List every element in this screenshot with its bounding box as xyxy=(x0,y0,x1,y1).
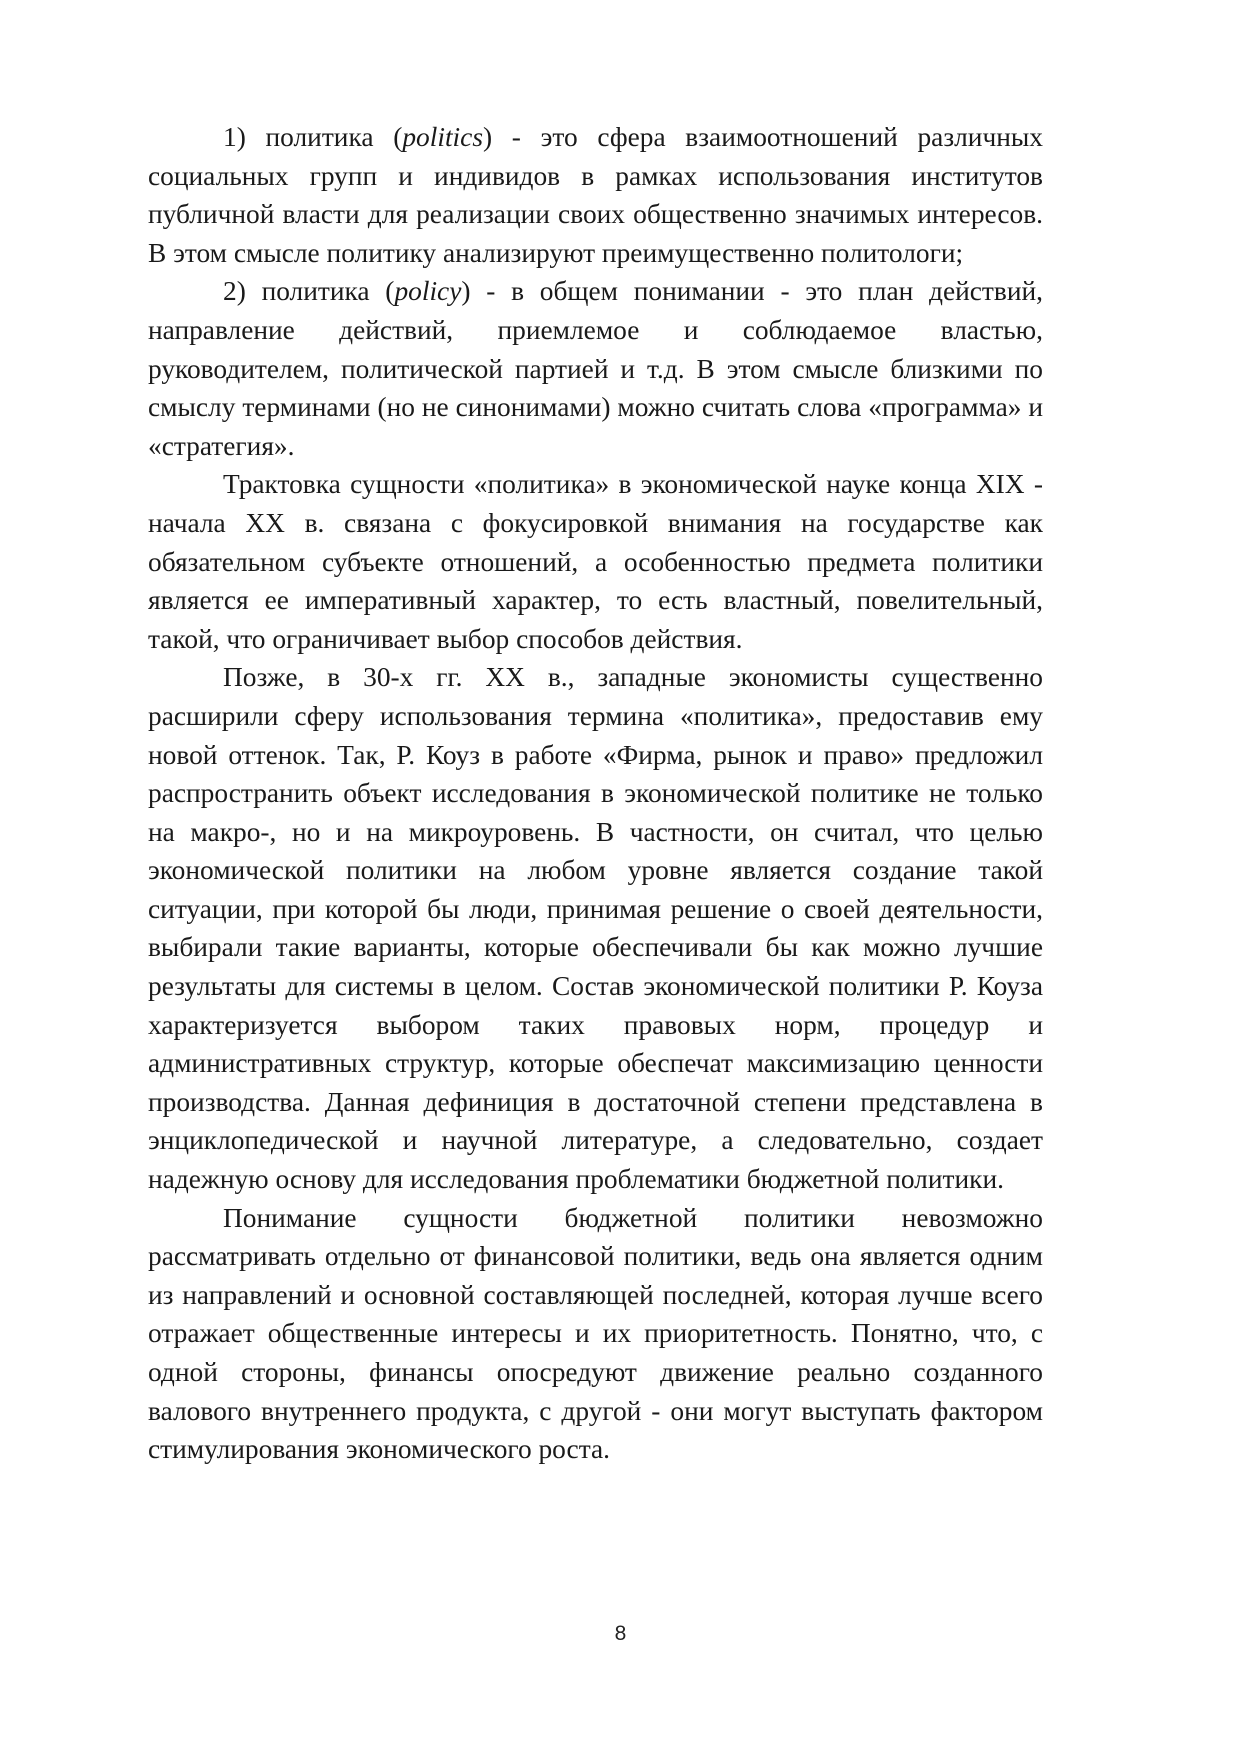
paragraph-suffix: ) - в общем понимании - это план действий, направление действий, приемлемое и соблюдаемое властью, руководителем, политической партией и т.д. В этом смысле близкими по смыслу терминами (но не синонимами) можно считать слова «программа» и «стратегия». xyxy=(148,276,1043,461)
paragraph-prefix: 1) политика ( xyxy=(223,122,403,152)
paragraph-policy-definition xyxy=(148,272,1043,465)
paragraph-prefix: 2) политика ( xyxy=(223,276,395,307)
page-number: 8 xyxy=(614,1622,627,1645)
paragraph-politics-definition xyxy=(148,118,1043,272)
paragraph-coase: Позже, в 30-х гг. XX в., западные экономисты существенно расширили сферу использования термина «политика», предоставив ему новой оттенок. Так, Р. Коуз в работе «Фирма, рынок и право» предложил распространить объект исследования в экономической политике не только на макро-, но и на микроуровень. В частности, он считал, что целью экономической политики на любом уровне является создание такой ситуации, при которой бы люди, принимая решение о своей деятельности, выбирали такие варианты, которые обеспечивали бы как можно лучшие результаты для системы в целом. Состав экономической политики Р. Коуза характеризуется выбором таких правовых норм, процедур и административных структур, которые обеспечат максимизацию ценности производства. Данная дефиниция в достаточной степени представлена в энциклопедической и научной литературе, а следовательно, создает надежную основу для исследования проблематики бюджетной политики. xyxy=(148,662,1043,1195)
term-policy: policy xyxy=(394,276,462,307)
paragraph-suffix: ) - это сфера взаимоотношений различных социальных групп и индивидов в рамках использования институтов публичной власти для реализации своих общественно значимых интересов. В этом смысле политику анализируют преимущественно политологи; xyxy=(148,122,1043,268)
paragraph-budget-policy: Понимание сущности бюджетной политики невозможно рассматривать отдельно от финансовой политики, ведь она является одним из направлений и основной составляющей последней, которая лучше всего отражает общественные интересы и их приоритетность. Понятно, что, с одной стороны, финансы опосредуют движение реально созданного валового внутреннего продукта, с другой - они могут выступать фактором стимулирования экономического роста. xyxy=(148,1202,1043,1465)
term-politics: politics xyxy=(402,122,483,152)
body-text xyxy=(148,118,1043,1469)
paragraph-interpretation: Трактовка сущности «политика» в экономической науке конца XIX - начала XX в. связана с фокусировкой внимания на государстве как обязательном субъекте отношений, а особенностью предмета политики является ее императивный характер, то есть властный, повелительный, такой, что ограничивает выбор способов действия. xyxy=(148,469,1043,654)
